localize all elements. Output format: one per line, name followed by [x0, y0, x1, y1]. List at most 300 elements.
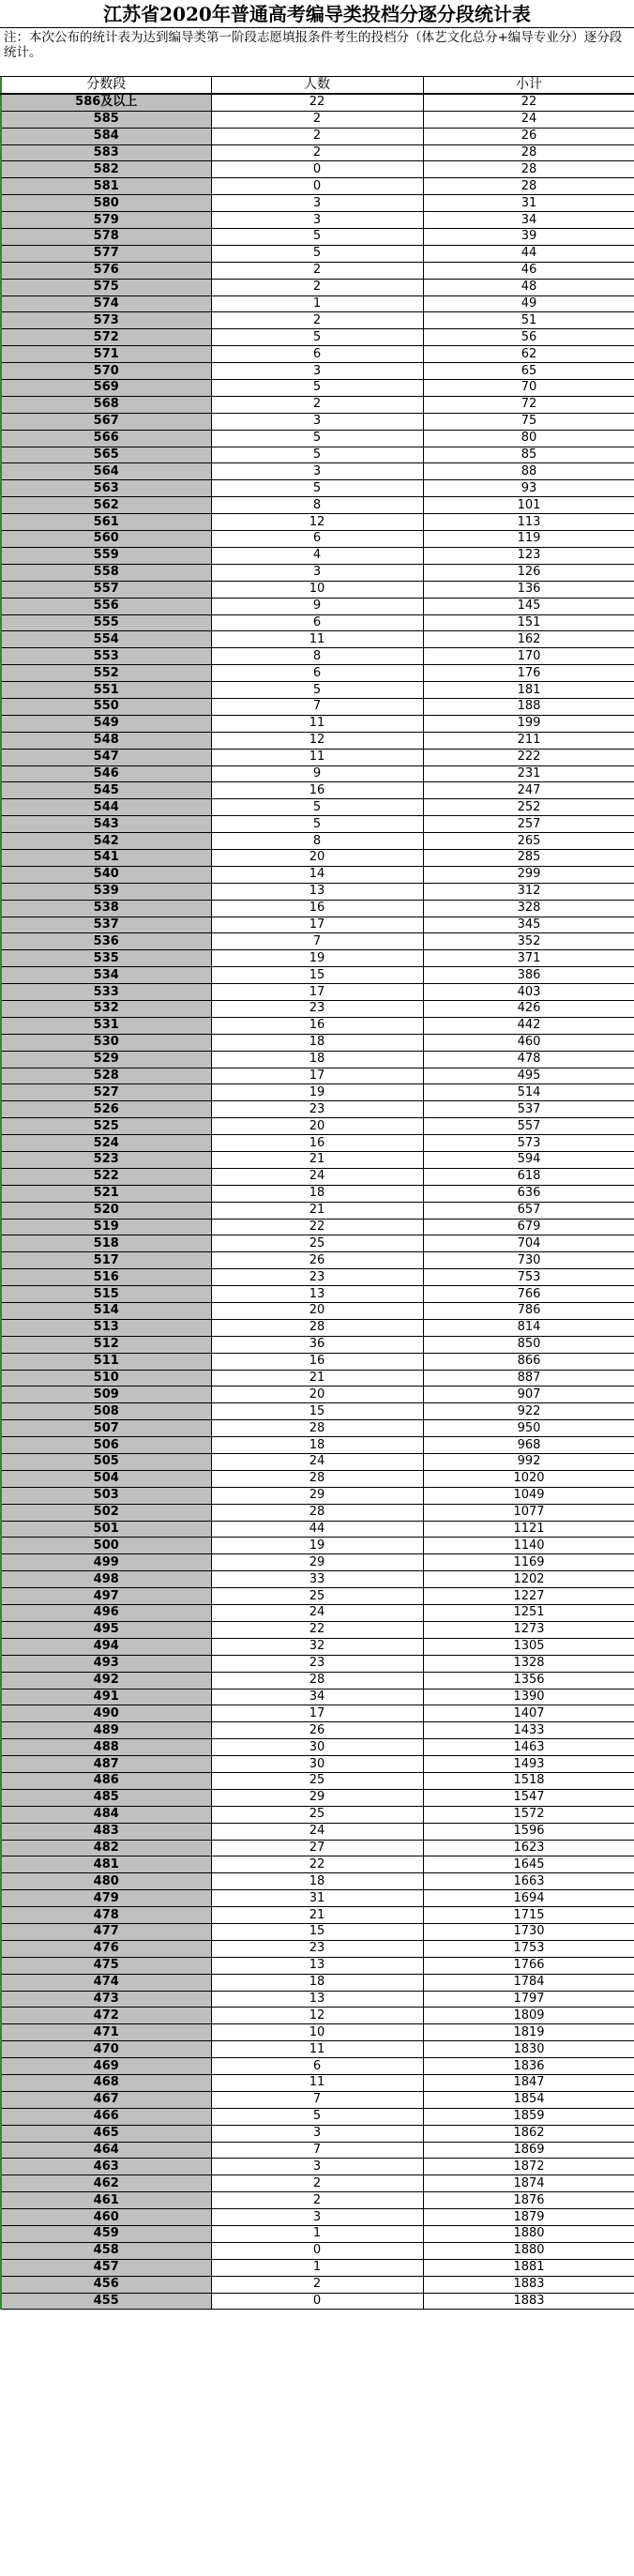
- score-cell: 586及以上: [1, 94, 211, 111]
- count-cell: 22: [211, 1219, 423, 1235]
- subtotal-cell: 495: [423, 1068, 634, 1084]
- subtotal-cell: 907: [423, 1386, 634, 1403]
- count-cell: 15: [211, 967, 423, 984]
- count-cell: 44: [211, 1521, 423, 1538]
- score-cell: 460: [1, 2209, 211, 2226]
- table-row: [1, 1454, 634, 1471]
- score-cell: 528: [1, 1068, 211, 1084]
- subtotal-cell: 1874: [423, 2175, 634, 2192]
- subtotal-cell: 1809: [423, 2008, 634, 2024]
- subtotal-cell: 1407: [423, 1705, 634, 1722]
- table-row: [1, 1068, 634, 1084]
- count-cell: 16: [211, 1353, 423, 1370]
- table-row: [1, 2142, 634, 2159]
- subtotal-cell: 231: [423, 765, 634, 782]
- table-row: [1, 547, 634, 564]
- score-cell: 568: [1, 396, 211, 413]
- score-distribution-table: [0, 77, 634, 2310]
- count-cell: 25: [211, 1772, 423, 1789]
- table-row: [1, 816, 634, 833]
- table-row: [1, 1152, 634, 1169]
- table-row: [1, 2293, 634, 2310]
- score-cell: 517: [1, 1252, 211, 1269]
- count-cell: 6: [211, 346, 423, 363]
- count-cell: 6: [211, 665, 423, 682]
- table-body: [1, 94, 634, 2310]
- table-row: [1, 1202, 634, 1219]
- score-cell: 456: [1, 2276, 211, 2293]
- subtotal-cell: 1694: [423, 1890, 634, 1907]
- count-cell: 7: [211, 933, 423, 950]
- subtotal-cell: 123: [423, 547, 634, 564]
- table-row: [1, 413, 634, 430]
- score-cell: 489: [1, 1722, 211, 1739]
- table-row: [1, 229, 634, 246]
- score-cell: 582: [1, 161, 211, 178]
- table-row: [1, 531, 634, 548]
- count-cell: 30: [211, 1739, 423, 1756]
- count-cell: 21: [211, 1907, 423, 1924]
- score-cell: 581: [1, 178, 211, 195]
- table-row: [1, 1722, 634, 1739]
- subtotal-cell: 80: [423, 430, 634, 447]
- count-cell: 31: [211, 1890, 423, 1907]
- table-row: [1, 1084, 634, 1101]
- score-cell: 566: [1, 430, 211, 447]
- table-row: [1, 463, 634, 480]
- count-cell: 5: [211, 229, 423, 246]
- table-row: [1, 1420, 634, 1437]
- score-cell: 536: [1, 933, 211, 950]
- score-cell: 552: [1, 665, 211, 682]
- subtotal-cell: 1328: [423, 1655, 634, 1672]
- table-row: [1, 245, 634, 262]
- subtotal-cell: 1493: [423, 1756, 634, 1773]
- page-title: 江苏省2020年普通高考编导类投档分逐分段统计表: [0, 0, 634, 28]
- score-cell: 495: [1, 1621, 211, 1638]
- subtotal-cell: 1121: [423, 1521, 634, 1538]
- count-cell: 3: [211, 564, 423, 581]
- score-cell: 558: [1, 564, 211, 581]
- score-cell: 497: [1, 1588, 211, 1605]
- subtotal-cell: 426: [423, 1000, 634, 1017]
- table-row: [1, 1219, 634, 1235]
- count-cell: 2: [211, 111, 423, 128]
- score-cell: 473: [1, 1991, 211, 2008]
- subtotal-cell: 1847: [423, 2074, 634, 2091]
- score-cell: 457: [1, 2259, 211, 2276]
- table-row: [1, 1000, 634, 1017]
- table-row: [1, 447, 634, 463]
- score-cell: 538: [1, 900, 211, 917]
- table-row: [1, 2209, 634, 2226]
- subtotal-cell: 113: [423, 514, 634, 531]
- subtotal-cell: 70: [423, 380, 634, 397]
- table-row: [1, 2074, 634, 2091]
- subtotal-cell: 1880: [423, 2226, 634, 2243]
- subtotal-cell: 285: [423, 849, 634, 866]
- score-cell: 569: [1, 380, 211, 397]
- table-row: [1, 262, 634, 279]
- table-row: [1, 1370, 634, 1386]
- score-cell: 475: [1, 1957, 211, 1974]
- table-row: [1, 1235, 634, 1252]
- table-row: [1, 581, 634, 598]
- table-row: [1, 2125, 634, 2142]
- count-cell: 7: [211, 2091, 423, 2108]
- table-row: [1, 1789, 634, 1806]
- score-cell: 471: [1, 2024, 211, 2041]
- table-row: [1, 312, 634, 329]
- count-cell: 2: [211, 2192, 423, 2209]
- score-cell: 508: [1, 1403, 211, 1420]
- count-cell: 24: [211, 1454, 423, 1471]
- score-cell: 564: [1, 463, 211, 480]
- count-cell: 11: [211, 749, 423, 765]
- score-cell: 554: [1, 631, 211, 648]
- score-cell: 463: [1, 2159, 211, 2175]
- subtotal-cell: 31: [423, 195, 634, 212]
- count-cell: 3: [211, 195, 423, 212]
- subtotal-cell: 950: [423, 1420, 634, 1437]
- subtotal-cell: 72: [423, 396, 634, 413]
- count-cell: 20: [211, 1303, 423, 1320]
- table-row: [1, 212, 634, 229]
- table-row: [1, 161, 634, 178]
- table-row: [1, 782, 634, 799]
- table-row: [1, 480, 634, 497]
- subtotal-cell: 119: [423, 531, 634, 548]
- table-row: [1, 1873, 634, 1890]
- count-cell: 5: [211, 329, 423, 346]
- score-cell: 565: [1, 447, 211, 463]
- score-cell: 486: [1, 1772, 211, 1789]
- score-cell: 560: [1, 531, 211, 548]
- count-cell: 3: [211, 2125, 423, 2142]
- subtotal-cell: 594: [423, 1152, 634, 1169]
- subtotal-cell: 1463: [423, 1739, 634, 1756]
- table-row: [1, 598, 634, 614]
- count-cell: 28: [211, 1319, 423, 1336]
- table-row: [1, 698, 634, 715]
- table-row: [1, 2091, 634, 2108]
- subtotal-cell: 39: [423, 229, 634, 246]
- count-cell: 3: [211, 2159, 423, 2175]
- subtotal-cell: 126: [423, 564, 634, 581]
- count-cell: 23: [211, 1269, 423, 1286]
- count-cell: 2: [211, 262, 423, 279]
- subtotal-cell: 573: [423, 1135, 634, 1152]
- table-row: [1, 1487, 634, 1504]
- count-cell: 29: [211, 1487, 423, 1504]
- subtotal-cell: 48: [423, 279, 634, 295]
- score-cell: 574: [1, 295, 211, 312]
- table-note: 注：本次公布的统计表为达到编导类第一阶段志愿填报条件考生的投档分（体艺文化总分+编导专业分）逐分段统计。: [0, 28, 634, 77]
- table-row: [1, 833, 634, 850]
- score-cell: 493: [1, 1655, 211, 1672]
- subtotal-cell: 866: [423, 1353, 634, 1370]
- count-cell: 5: [211, 380, 423, 397]
- count-cell: 9: [211, 598, 423, 614]
- subtotal-cell: 403: [423, 984, 634, 1001]
- count-cell: 20: [211, 849, 423, 866]
- count-cell: 2: [211, 128, 423, 144]
- table-row: [1, 1185, 634, 1202]
- table-row: [1, 1638, 634, 1655]
- table-row: [1, 2108, 634, 2125]
- count-cell: 9: [211, 765, 423, 782]
- score-cell: 563: [1, 480, 211, 497]
- score-cell: 543: [1, 816, 211, 833]
- count-cell: 3: [211, 363, 423, 380]
- score-cell: 480: [1, 1873, 211, 1890]
- subtotal-cell: 1753: [423, 1940, 634, 1957]
- subtotal-cell: 1876: [423, 2192, 634, 2209]
- table-row: [1, 631, 634, 648]
- count-cell: 6: [211, 531, 423, 548]
- table-row: [1, 1672, 634, 1689]
- subtotal-cell: 1883: [423, 2293, 634, 2310]
- table-row: [1, 984, 634, 1001]
- table-row: [1, 1705, 634, 1722]
- score-cell: 516: [1, 1269, 211, 1286]
- table-row: [1, 1252, 634, 1269]
- subtotal-cell: 1596: [423, 1823, 634, 1840]
- table-row: [1, 178, 634, 195]
- count-cell: 18: [211, 1185, 423, 1202]
- subtotal-cell: 478: [423, 1051, 634, 1068]
- subtotal-cell: 1784: [423, 1974, 634, 1991]
- score-cell: 527: [1, 1084, 211, 1101]
- count-cell: 12: [211, 514, 423, 531]
- table-row: [1, 1974, 634, 1991]
- score-cell: 583: [1, 144, 211, 161]
- count-cell: 11: [211, 631, 423, 648]
- score-cell: 477: [1, 1923, 211, 1940]
- table-row: [1, 883, 634, 900]
- count-cell: 1: [211, 2259, 423, 2276]
- subtotal-cell: 657: [423, 1202, 634, 1219]
- table-row: [1, 1336, 634, 1353]
- table-row: [1, 2259, 634, 2276]
- count-cell: 22: [211, 1856, 423, 1873]
- score-cell: 567: [1, 413, 211, 430]
- score-cell: 533: [1, 984, 211, 1001]
- subtotal-cell: 968: [423, 1437, 634, 1454]
- table-row: [1, 1605, 634, 1622]
- table-row: [1, 1655, 634, 1672]
- count-cell: 11: [211, 715, 423, 732]
- table-row: [1, 514, 634, 531]
- score-cell: 555: [1, 614, 211, 631]
- table-row: [1, 1772, 634, 1789]
- count-cell: 21: [211, 1202, 423, 1219]
- score-cell: 573: [1, 312, 211, 329]
- subtotal-cell: 814: [423, 1319, 634, 1336]
- subtotal-cell: 85: [423, 447, 634, 463]
- subtotal-cell: 1879: [423, 2209, 634, 2226]
- subtotal-cell: 1880: [423, 2242, 634, 2259]
- subtotal-cell: 199: [423, 715, 634, 732]
- subtotal-cell: 1518: [423, 1772, 634, 1789]
- count-cell: 5: [211, 447, 423, 463]
- count-cell: 21: [211, 1370, 423, 1386]
- table-row: [1, 1051, 634, 1068]
- subtotal-cell: 145: [423, 598, 634, 614]
- subtotal-cell: 299: [423, 866, 634, 883]
- subtotal-cell: 922: [423, 1403, 634, 1420]
- subtotal-cell: 26: [423, 128, 634, 144]
- table-row: [1, 1689, 634, 1705]
- count-cell: 7: [211, 2142, 423, 2159]
- score-cell: 485: [1, 1789, 211, 1806]
- table-row: [1, 1806, 634, 1823]
- score-cell: 540: [1, 866, 211, 883]
- table-row: [1, 749, 634, 765]
- score-cell: 577: [1, 245, 211, 262]
- header-subtotal: 小计: [423, 77, 634, 94]
- count-cell: 17: [211, 917, 423, 933]
- table-row: [1, 1890, 634, 1907]
- count-cell: 5: [211, 2108, 423, 2125]
- subtotal-cell: 181: [423, 682, 634, 699]
- subtotal-cell: 51: [423, 312, 634, 329]
- subtotal-cell: 56: [423, 329, 634, 346]
- subtotal-cell: 1766: [423, 1957, 634, 1974]
- subtotal-cell: 151: [423, 614, 634, 631]
- table-row: [1, 1923, 634, 1940]
- score-cell: 575: [1, 279, 211, 295]
- subtotal-cell: 188: [423, 698, 634, 715]
- subtotal-cell: 46: [423, 262, 634, 279]
- subtotal-cell: 170: [423, 648, 634, 665]
- score-cell: 531: [1, 1017, 211, 1034]
- score-cell: 514: [1, 1303, 211, 1320]
- subtotal-cell: 514: [423, 1084, 634, 1101]
- score-cell: 561: [1, 514, 211, 531]
- count-cell: 19: [211, 1084, 423, 1101]
- table-row: [1, 665, 634, 682]
- table-row: [1, 1118, 634, 1135]
- count-cell: 17: [211, 984, 423, 1001]
- score-cell: 550: [1, 698, 211, 715]
- count-cell: 28: [211, 1672, 423, 1689]
- table-row: [1, 1823, 634, 1840]
- subtotal-cell: 252: [423, 799, 634, 816]
- score-cell: 509: [1, 1386, 211, 1403]
- score-cell: 557: [1, 581, 211, 598]
- count-cell: 5: [211, 682, 423, 699]
- score-cell: 455: [1, 2293, 211, 2310]
- score-cell: 537: [1, 917, 211, 933]
- count-cell: 29: [211, 1789, 423, 1806]
- count-cell: 26: [211, 1252, 423, 1269]
- count-cell: 16: [211, 1135, 423, 1152]
- subtotal-cell: 1169: [423, 1554, 634, 1571]
- count-cell: 16: [211, 900, 423, 917]
- table-row: [1, 900, 634, 917]
- subtotal-cell: 1862: [423, 2125, 634, 2142]
- subtotal-cell: 618: [423, 1168, 634, 1185]
- count-cell: 3: [211, 212, 423, 229]
- count-cell: 25: [211, 1806, 423, 1823]
- score-cell: 522: [1, 1168, 211, 1185]
- score-cell: 498: [1, 1571, 211, 1588]
- subtotal-cell: 1881: [423, 2259, 634, 2276]
- score-cell: 490: [1, 1705, 211, 1722]
- subtotal-cell: 28: [423, 178, 634, 195]
- subtotal-cell: 887: [423, 1370, 634, 1386]
- count-cell: 22: [211, 1621, 423, 1638]
- score-cell: 510: [1, 1370, 211, 1386]
- count-cell: 0: [211, 2293, 423, 2310]
- header-score-range: 分数段: [1, 77, 211, 94]
- table-row: [1, 866, 634, 883]
- subtotal-cell: 1830: [423, 2041, 634, 2058]
- subtotal-cell: 1854: [423, 2091, 634, 2108]
- count-cell: 3: [211, 2209, 423, 2226]
- table-row: [1, 564, 634, 581]
- subtotal-cell: 1077: [423, 1504, 634, 1521]
- count-cell: 8: [211, 833, 423, 850]
- count-cell: 2: [211, 144, 423, 161]
- table-row: [1, 1840, 634, 1856]
- table-row: [1, 1621, 634, 1638]
- subtotal-cell: 49: [423, 295, 634, 312]
- subtotal-cell: 753: [423, 1269, 634, 1286]
- table-row: [1, 1269, 634, 1286]
- score-cell: 506: [1, 1437, 211, 1454]
- score-cell: 462: [1, 2175, 211, 2192]
- count-cell: 4: [211, 547, 423, 564]
- score-cell: 491: [1, 1689, 211, 1705]
- count-cell: 2: [211, 312, 423, 329]
- count-cell: 21: [211, 1152, 423, 1169]
- table-row: [1, 682, 634, 699]
- score-cell: 499: [1, 1554, 211, 1571]
- count-cell: 1: [211, 295, 423, 312]
- table-row: [1, 1571, 634, 1588]
- score-cell: 532: [1, 1000, 211, 1017]
- score-cell: 494: [1, 1638, 211, 1655]
- count-cell: 33: [211, 1571, 423, 1588]
- score-cell: 488: [1, 1739, 211, 1756]
- score-cell: 515: [1, 1286, 211, 1303]
- table-row: [1, 2041, 634, 2058]
- count-cell: 23: [211, 1940, 423, 1957]
- score-cell: 559: [1, 547, 211, 564]
- subtotal-cell: 1273: [423, 1621, 634, 1638]
- count-cell: 12: [211, 732, 423, 749]
- score-cell: 578: [1, 229, 211, 246]
- score-cell: 544: [1, 799, 211, 816]
- score-cell: 502: [1, 1504, 211, 1521]
- count-cell: 16: [211, 782, 423, 799]
- subtotal-cell: 312: [423, 883, 634, 900]
- count-cell: 0: [211, 178, 423, 195]
- table-row: [1, 967, 634, 984]
- count-cell: 18: [211, 1051, 423, 1068]
- count-cell: 13: [211, 883, 423, 900]
- table-row: [1, 765, 634, 782]
- count-cell: 28: [211, 1420, 423, 1437]
- subtotal-cell: 636: [423, 1185, 634, 1202]
- subtotal-cell: 1797: [423, 1991, 634, 2008]
- table-row: [1, 614, 634, 631]
- subtotal-cell: 352: [423, 933, 634, 950]
- table-row: [1, 2242, 634, 2259]
- subtotal-cell: 1020: [423, 1470, 634, 1487]
